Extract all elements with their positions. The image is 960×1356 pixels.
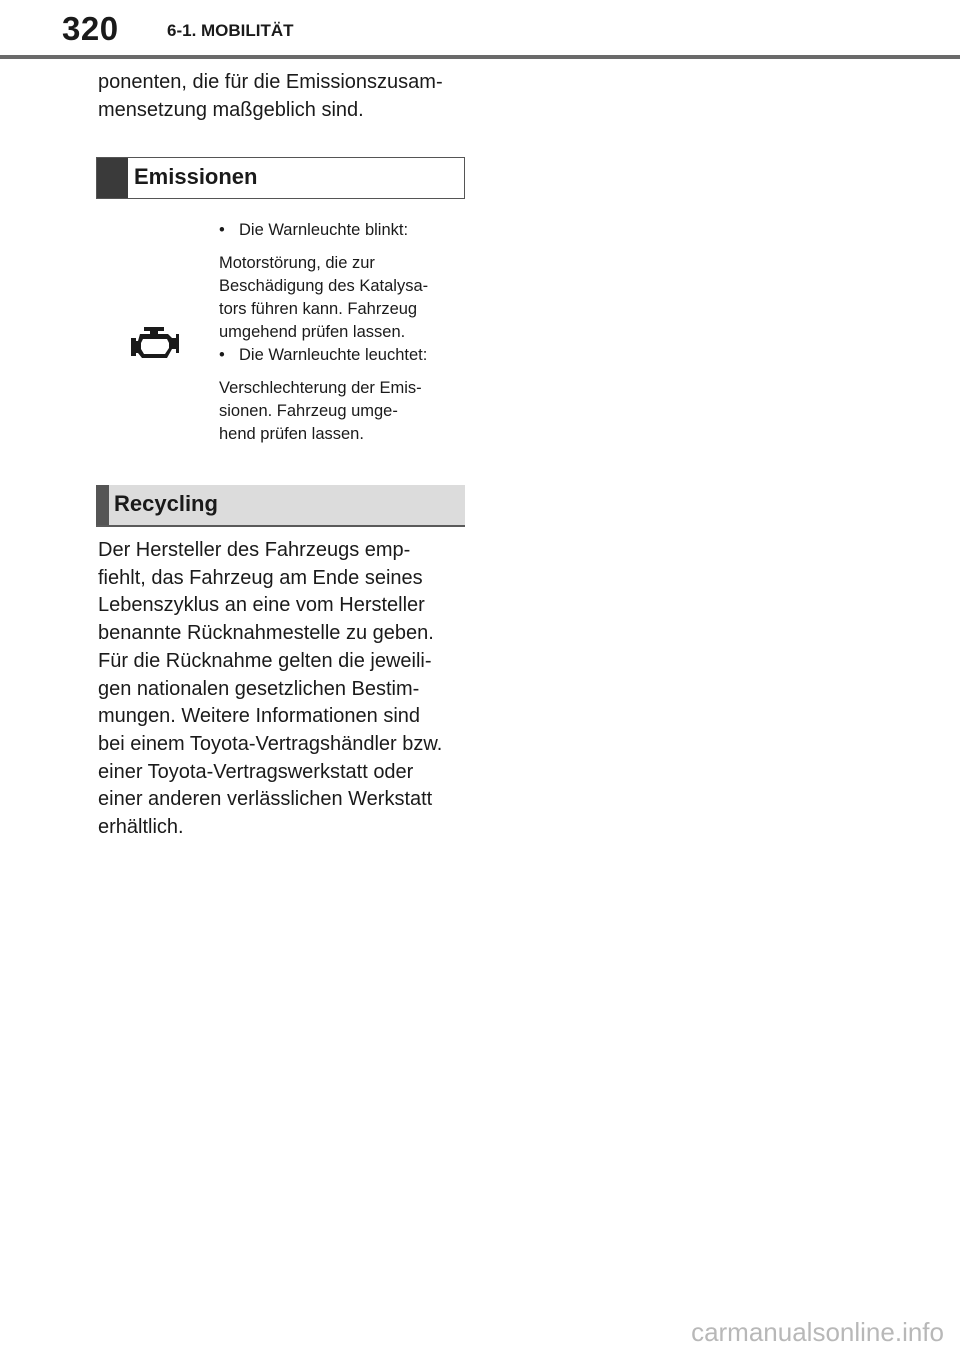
text-line: mungen. Weitere Informationen sind	[98, 705, 421, 728]
text-line: Motorstörung, die zur	[219, 254, 375, 272]
text-line: Für die Rücknahme gelten die jeweili-	[98, 649, 432, 672]
page-number: 320	[62, 10, 119, 47]
header-divider	[0, 55, 960, 59]
engine-warning-icon	[130, 325, 180, 362]
heading-bar	[96, 485, 109, 525]
emissions-description	[219, 219, 449, 446]
text-line: einer anderen verlässlichen Werkstatt	[98, 788, 433, 811]
text-line: Der Hersteller des Fahrzeugs emp-	[98, 539, 411, 561]
text-line: benannte Rücknahmestelle zu geben.	[98, 622, 434, 645]
bullet-item	[219, 219, 449, 242]
emissions-heading-title: Emissionen	[134, 164, 258, 189]
recycling-paragraph	[98, 537, 470, 842]
bullet-item	[219, 344, 449, 367]
chapter-title: 6-1. MOBILITÄT	[167, 21, 294, 40]
text-line: einer Toyota-Vertragswerkstatt oder	[98, 760, 414, 783]
text-line: hend prüfen lassen.	[219, 425, 364, 443]
bullet-text: Die Warnleuchte blinkt:	[239, 221, 409, 239]
intro-paragraph	[98, 68, 468, 124]
text-line: gen nationalen gesetzlichen Bestim-	[98, 677, 420, 700]
intro-line: ponenten, die für die Emissionszusam-	[98, 71, 443, 93]
recycling-heading	[96, 485, 465, 527]
text-line: fiehlt, das Fahrzeug am Ende seines	[98, 566, 423, 589]
recycling-heading-title: Recycling	[114, 491, 218, 516]
text-line: tors führen kann. Fahrzeug	[219, 300, 418, 318]
intro-line: mensetzung maßgeblich sind.	[98, 99, 364, 121]
text-line: Beschädigung des Katalysa-	[219, 277, 429, 295]
text-line: erhältlich.	[98, 816, 184, 839]
heading-bar	[97, 158, 128, 198]
text-line: umgehend prüfen lassen.	[219, 323, 406, 341]
text-line: Lebenszyklus an eine vom Hersteller	[98, 594, 425, 617]
bullet-dot: •	[219, 221, 225, 239]
text-line: bei einem Toyota-Vertragshändler bzw.	[98, 732, 443, 755]
text-line: sionen. Fahrzeug umge-	[219, 402, 398, 420]
emissions-paragraph	[219, 252, 449, 344]
watermark: carmanualsonline.info	[691, 1317, 944, 1347]
emissions-paragraph	[219, 377, 449, 446]
bullet-dot: •	[219, 346, 225, 364]
bullet-text: Die Warnleuchte leuchtet:	[239, 346, 428, 364]
emissions-heading	[96, 157, 465, 199]
text-line: Verschlechterung der Emis-	[219, 379, 422, 397]
